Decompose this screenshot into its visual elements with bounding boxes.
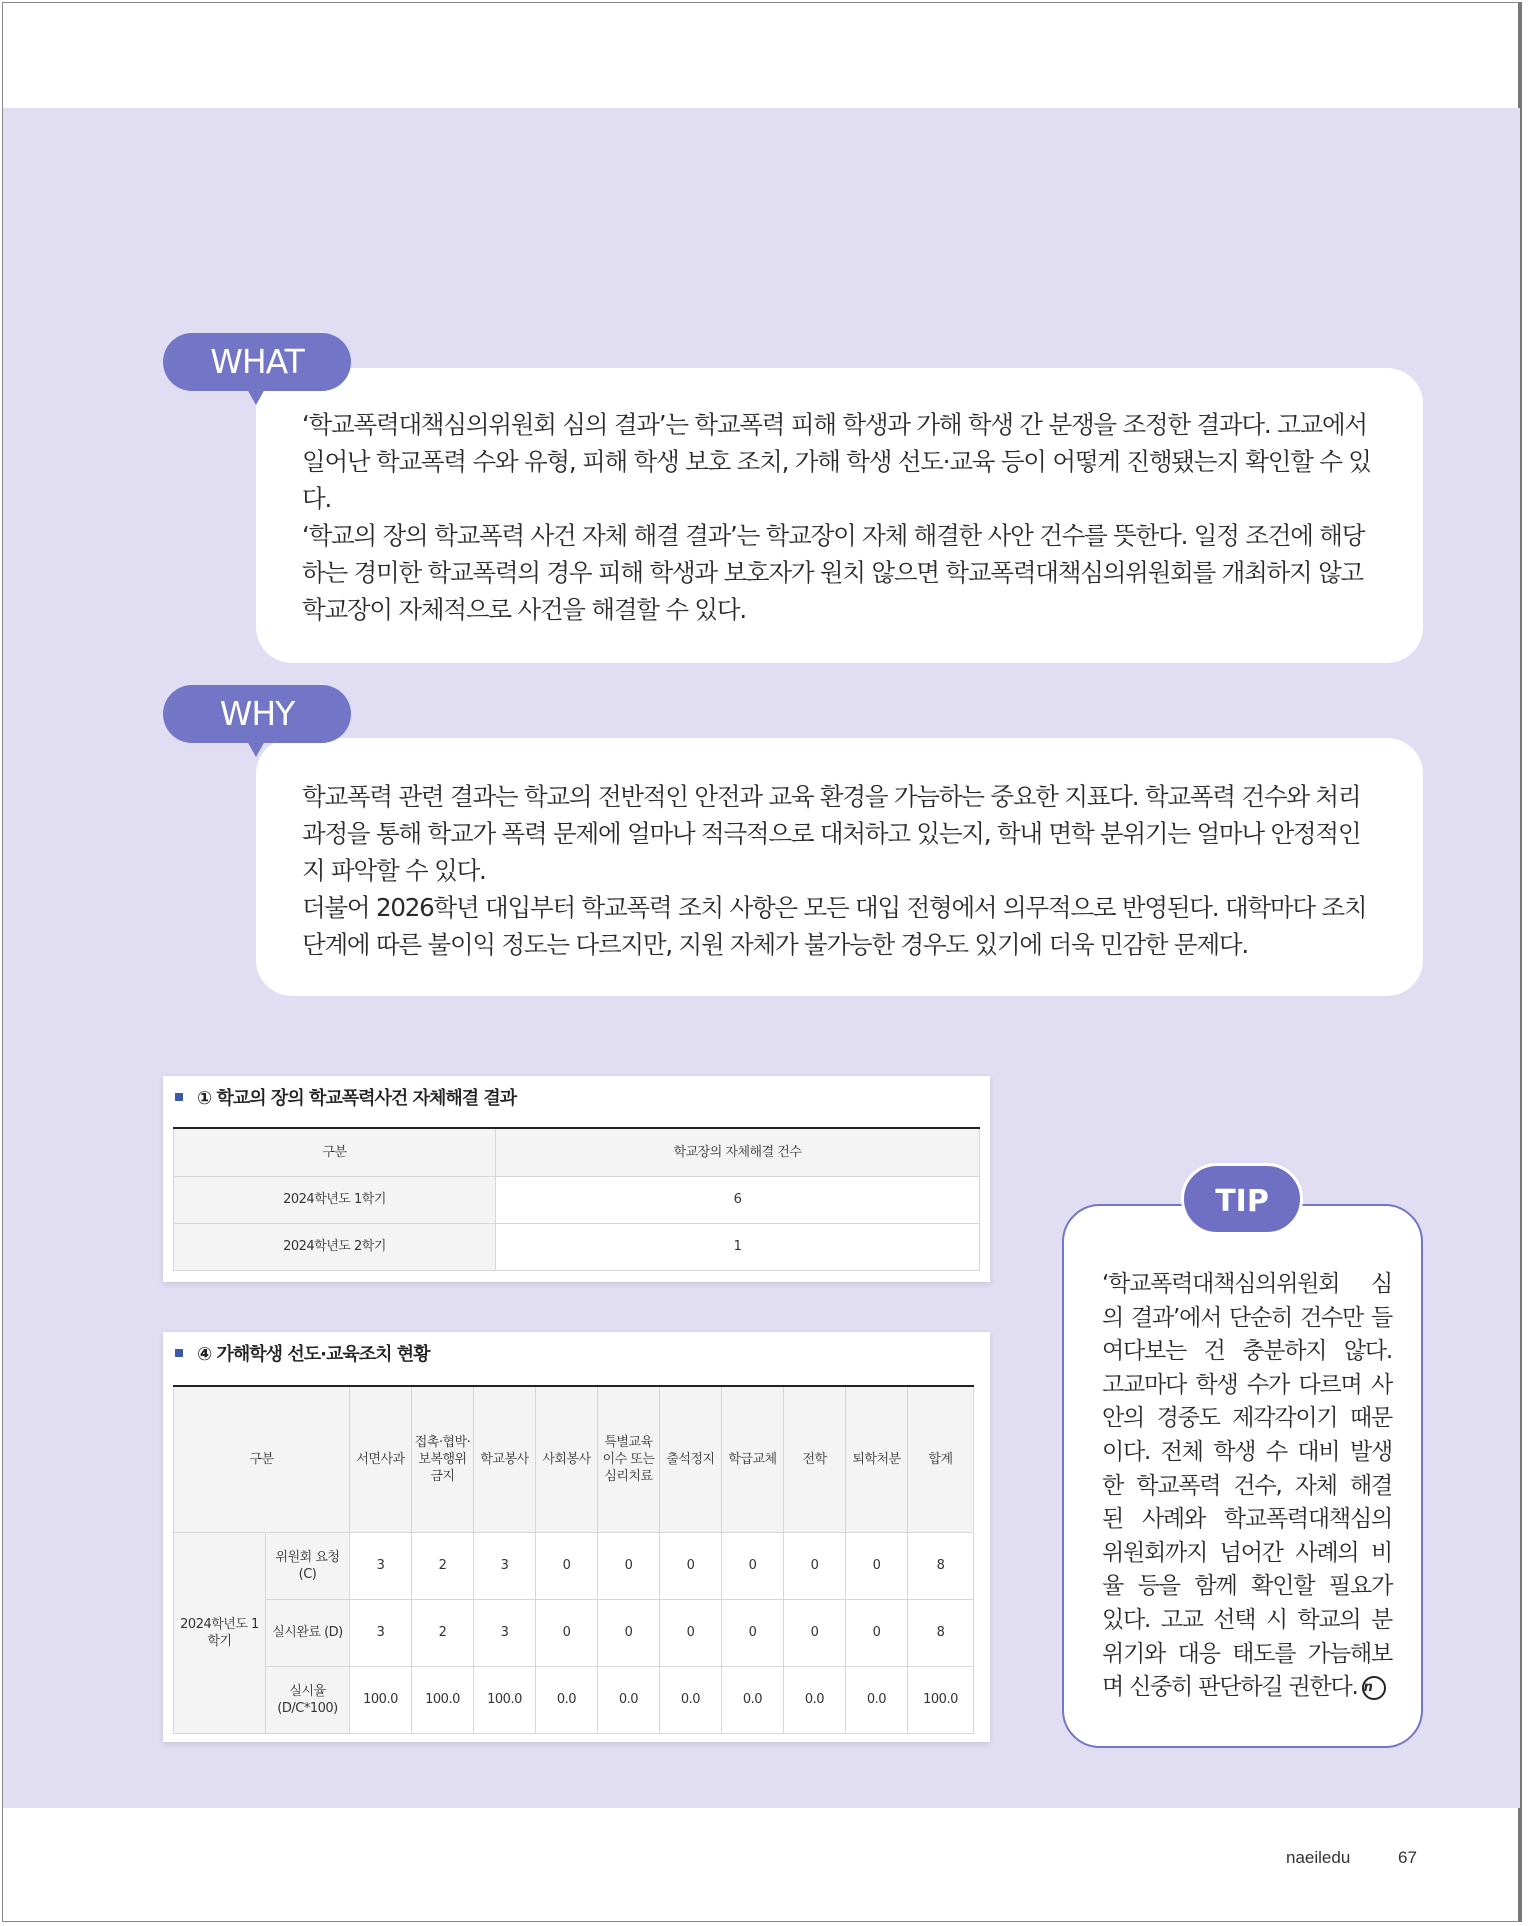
disciplinary-measures-panel [163,1332,990,1742]
table2-row-label: 실시완료 (D) [266,1599,350,1666]
table-cell: 0 [784,1532,846,1599]
table-cell: 0.0 [846,1666,908,1733]
self-resolution-table [173,1127,980,1271]
table-cell: 0 [598,1532,660,1599]
table2-col-header: 합계 [908,1386,974,1532]
table-cell: 0 [660,1532,722,1599]
table-cell: 0.0 [660,1666,722,1733]
table-cell: 0.0 [598,1666,660,1733]
table-cell: 3 [350,1532,412,1599]
table2-group-label: 2024학년도 1학기 [174,1532,266,1733]
what-paragraph-2: ‘학교의 장의 학교폭력 사건 자체 해결 결과’는 학교장이 자체 해결한 사안 건수를 뜻한다. 일정 조건에 해당하는 경미한 학교폭력의 경우 피해 학생과 보호자가 원치 않으면 학교폭력대책심의위원회를 개최하지 않고 학교장이 자체적으로 사건을 해결할 수 있다. [302,521,1365,624]
table-row [174,1223,980,1270]
table-row [174,1176,980,1223]
table-cell: 0.0 [536,1666,598,1733]
square-bullet-icon [175,1349,183,1357]
table-row [174,1532,974,1599]
table-cell: 0 [722,1599,784,1666]
tip-line: 이다. 전체 학생 수 대비 발생 [1102,1438,1392,1465]
table-cell: 2 [412,1532,474,1599]
table-cell: 0 [598,1599,660,1666]
tip-line: 있다. 고교 선택 시 학교의 분 [1102,1606,1392,1633]
table2-col-header: 서면사과 [350,1386,412,1532]
table-cell: 0 [660,1599,722,1666]
table2-row-label: 실시율 (D/C*100) [266,1666,350,1733]
table2-col-header: 퇴학처분 [846,1386,908,1532]
table-cell: 0.0 [784,1666,846,1733]
table-cell: 0 [846,1532,908,1599]
what-label: WHAT [163,333,351,391]
table-cell: 0 [784,1599,846,1666]
tip-line: 위원회까지 넘어간 사례의 비 [1102,1539,1392,1566]
table2-col-header: 특별교육 이수 또는 심리치료 [598,1386,660,1532]
table1-row-label: 2024학년도 1학기 [174,1176,496,1223]
table-cell: 100.0 [908,1666,974,1733]
why-label: WHY [163,685,351,743]
table-cell: 0.0 [722,1666,784,1733]
tip-line: 여다보는 건 충분하지 않다. [1102,1338,1392,1365]
table-cell: 3 [474,1599,536,1666]
what-card [256,368,1423,663]
tip-label: TIP [1181,1163,1303,1235]
page-number: 67 [1398,1848,1417,1867]
tip-line: 위기와 대응 태도를 가늠해보 [1102,1640,1392,1667]
table-cell: 8 [908,1599,974,1666]
table2-col-header: 학교봉사 [474,1386,536,1532]
table2-header-category: 구분 [174,1386,350,1532]
table2-col-header: 학급교체 [722,1386,784,1532]
table2-col-header: 접촉·협박·보복행위 금지 [412,1386,474,1532]
table-cell: 0 [536,1599,598,1666]
tip-text [1102,1268,1392,1705]
table1-header-count: 학교장의 자체해결 건수 [496,1128,980,1176]
table-row [174,1599,974,1666]
table1-row-value: 6 [496,1176,980,1223]
table1-row-value: 1 [496,1223,980,1270]
square-bullet-icon [175,1093,183,1101]
self-resolution-panel [163,1076,990,1282]
table-row [174,1666,974,1733]
table2-col-header: 출석정지 [660,1386,722,1532]
table2-col-header: 전학 [784,1386,846,1532]
table2-row-label: 위원회 요청(C) [266,1532,350,1599]
tip-last-line: 며 신중히 판단하길 권한다. n [1102,1671,1392,1705]
table1-title: ① 학교의 장의 학교폭력사건 자체해결 결과 [175,1084,516,1110]
tip-line: 된 사례와 학교폭력대책심의 [1102,1506,1392,1533]
why-card [256,738,1423,996]
tip-line: 율 등을 함께 확인할 필요가 [1102,1573,1392,1600]
end-mark-icon: n [1362,1676,1386,1700]
table1-row-label: 2024학년도 2학기 [174,1223,496,1270]
table-cell: 100.0 [412,1666,474,1733]
disciplinary-measures-table [173,1385,974,1734]
table-cell: 2 [412,1599,474,1666]
tip-line: 안의 경중도 제각각이기 때문 [1102,1405,1392,1432]
tip-line: 의 결과’에서 단순히 건수만 들 [1102,1304,1392,1331]
table-cell: 3 [350,1599,412,1666]
table1-header-category: 구분 [174,1128,496,1176]
tip-line: 한 학교폭력 건수, 자체 해결 [1102,1472,1392,1499]
why-paragraph-1: 학교폭력 관련 결과는 학교의 전반적인 안전과 교육 환경을 가늠하는 중요한 지표다. 학교폭력 건수와 처리 과정을 통해 학교가 폭력 문제에 얼마나 적극적으로 대처하고 있는지, 학내 면학 분위기는 얼마나 안정적인지 파악할 수 있다. [302,782,1361,885]
table2-col-header: 사회봉사 [536,1386,598,1532]
table-cell: 3 [474,1532,536,1599]
footer-brand: naeiledu [1286,1848,1351,1867]
tip-line: ‘학교폭력대책심의위원회 심 [1102,1271,1392,1297]
tip-line: 고교마다 학생 수가 다르며 사 [1102,1371,1392,1398]
table-cell: 100.0 [350,1666,412,1733]
table-cell: 100.0 [474,1666,536,1733]
table2-title: ④ 가해학생 선도·교육조치 현황 [175,1340,430,1366]
why-paragraph-2: 더불어 2026학년 대입부터 학교폭력 조치 사항은 모든 대입 전형에서 의무적으로 반영된다. 대학마다 조치 단계에 따른 불이익 정도는 다르지만, 지원 자체가 불가능한 경우도 있기에 더욱 민감한 문제다. [302,893,1367,959]
table-cell: 8 [908,1532,974,1599]
what-paragraph-1: ‘학교폭력대책심의위원회 심의 결과’는 학교폭력 피해 학생과 가해 학생 간 분쟁을 조정한 결과다. 고교에서 일어난 학교폭력 수와 유형, 피해 학생 보호 조치, 가해 학생 선도·교육 등이 어떻게 진행됐는지 확인할 수 있다. [302,410,1371,513]
table-cell: 0 [536,1532,598,1599]
table-cell: 0 [722,1532,784,1599]
table-cell: 0 [846,1599,908,1666]
